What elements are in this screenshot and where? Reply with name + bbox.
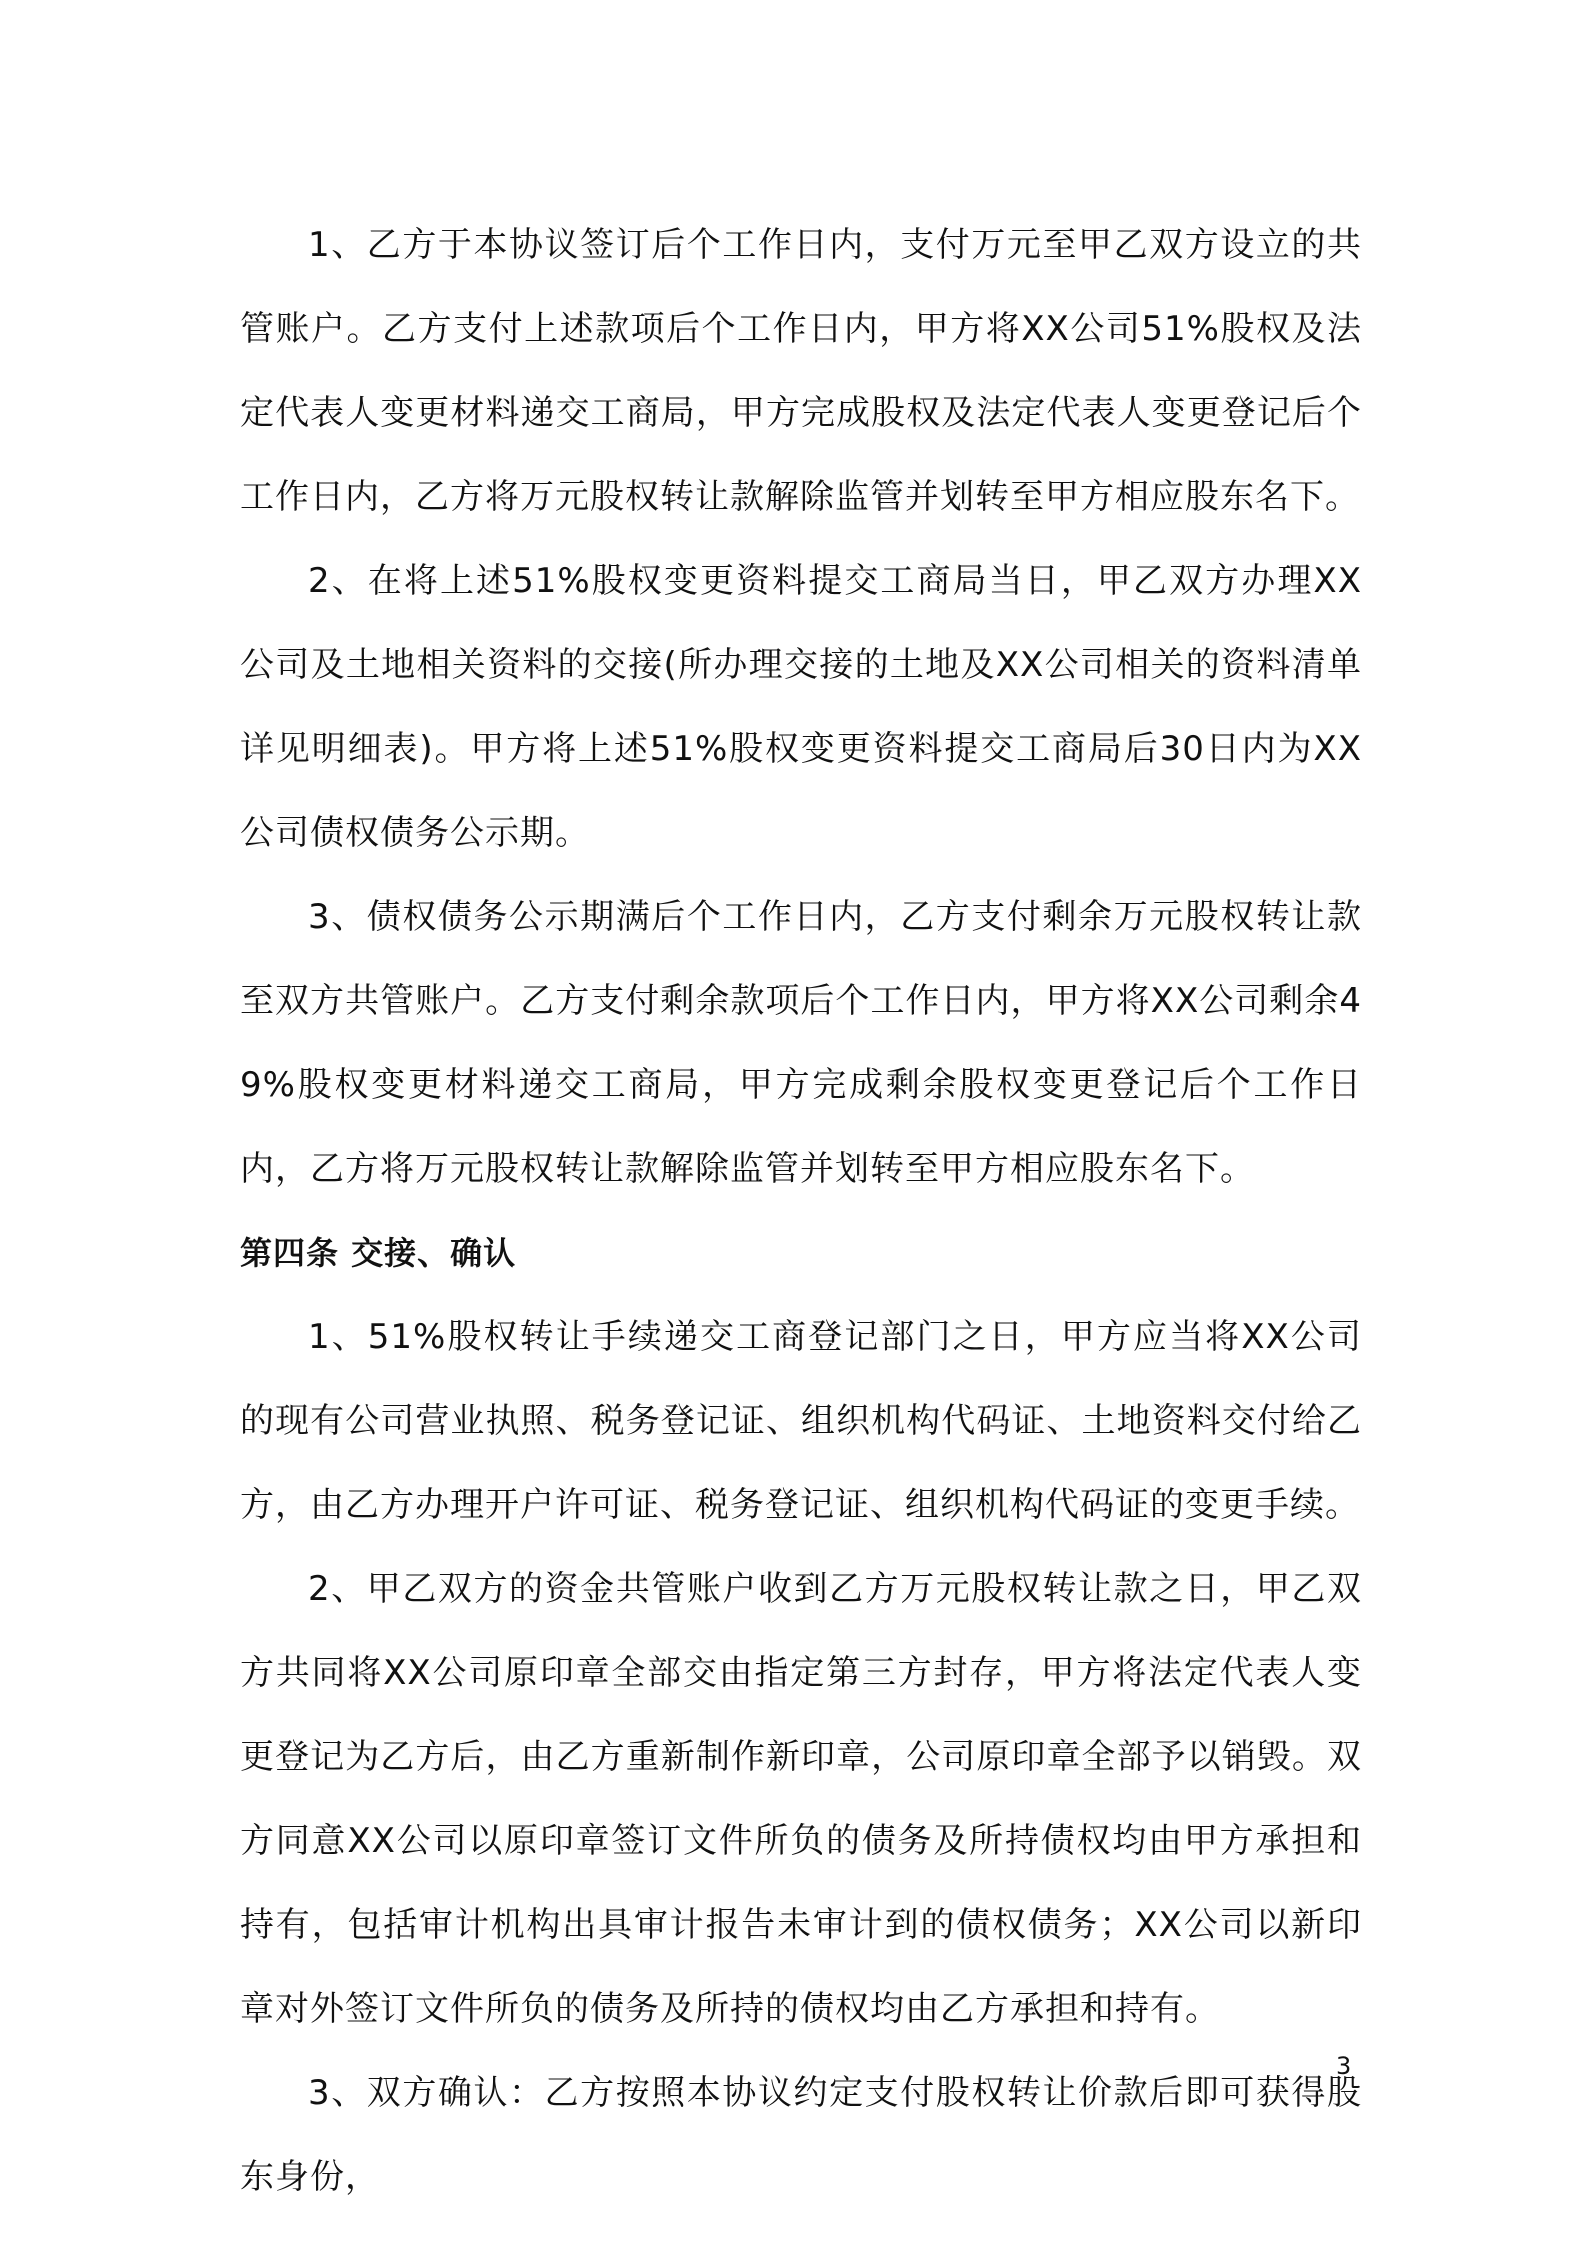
paragraph-article4-item1: 1、51%股权转让手续递交工商登记部门之日，甲方应当将XX公司的现有公司营业执照、税务登记证、组织机构代码证、土地资料交付给乙方，由乙方办理开户许可证、税务登记证、组织机构代码证的变更手续。 — [240, 1317, 1362, 1525]
paragraph-article3-item1: 1、乙方于本协议签订后个工作日内，支付万元至甲乙双方设立的共管账户。乙方支付上述款项后个工作日内，甲方将XX公司51%股权及法定代表人变更材料递交工商局，甲方完成股权及法定代表人变更登记后个工作日内，乙方将万元股权转让款解除监管并划转至甲方相应股东名下。 — [240, 225, 1362, 517]
paragraph-article3-item2: 2、在将上述51%股权变更资料提交工商局当日，甲乙双方办理XX公司及土地相关资料的交接(所办理交接的土地及XX公司相关的资料清单详见明细表)。甲方将上述51%股权变更资料提交工商局后30日内为XX公司债权债务公示期。 — [240, 561, 1362, 853]
paragraph-article3-item3: 3、债权债务公示期满后个工作日内，乙方支付剩余万元股权转让款至双方共管账户。乙方支付剩余款项后个工作日内，甲方将XX公司剩余49%股权变更材料递交工商局，甲方完成剩余股权变更登记后个工作日内，乙方将万元股权转让款解除监管并划转至甲方相应股东名下。 — [240, 897, 1362, 1189]
section-heading-article4: 第四条 交接、确认 — [240, 1234, 517, 1272]
paragraph-article4-item2: 2、甲乙双方的资金共管账户收到乙方万元股权转让款之日，甲乙双方共同将XX公司原印章全部交由指定第三方封存，甲方将法定代表人变更登记为乙方后，由乙方重新制作新印章，公司原印章全部予以销毁。双方同意XX公司以原印章签订文件所负的债务及所持债权均由甲方承担和持有，包括审计机构出具审计报告未审计到的债权债务；XX公司以新印章对外签订文件所负的债务及所持的债权均由乙方承担和持有。 — [240, 1569, 1362, 2029]
page-number: 3 — [1336, 2052, 1352, 2080]
document-body — [240, 203, 1362, 2219]
paragraph-article4-item3: 3、双方确认：乙方按照本协议约定支付股权转让价款后即可获得股东身份， — [240, 2073, 1362, 2197]
